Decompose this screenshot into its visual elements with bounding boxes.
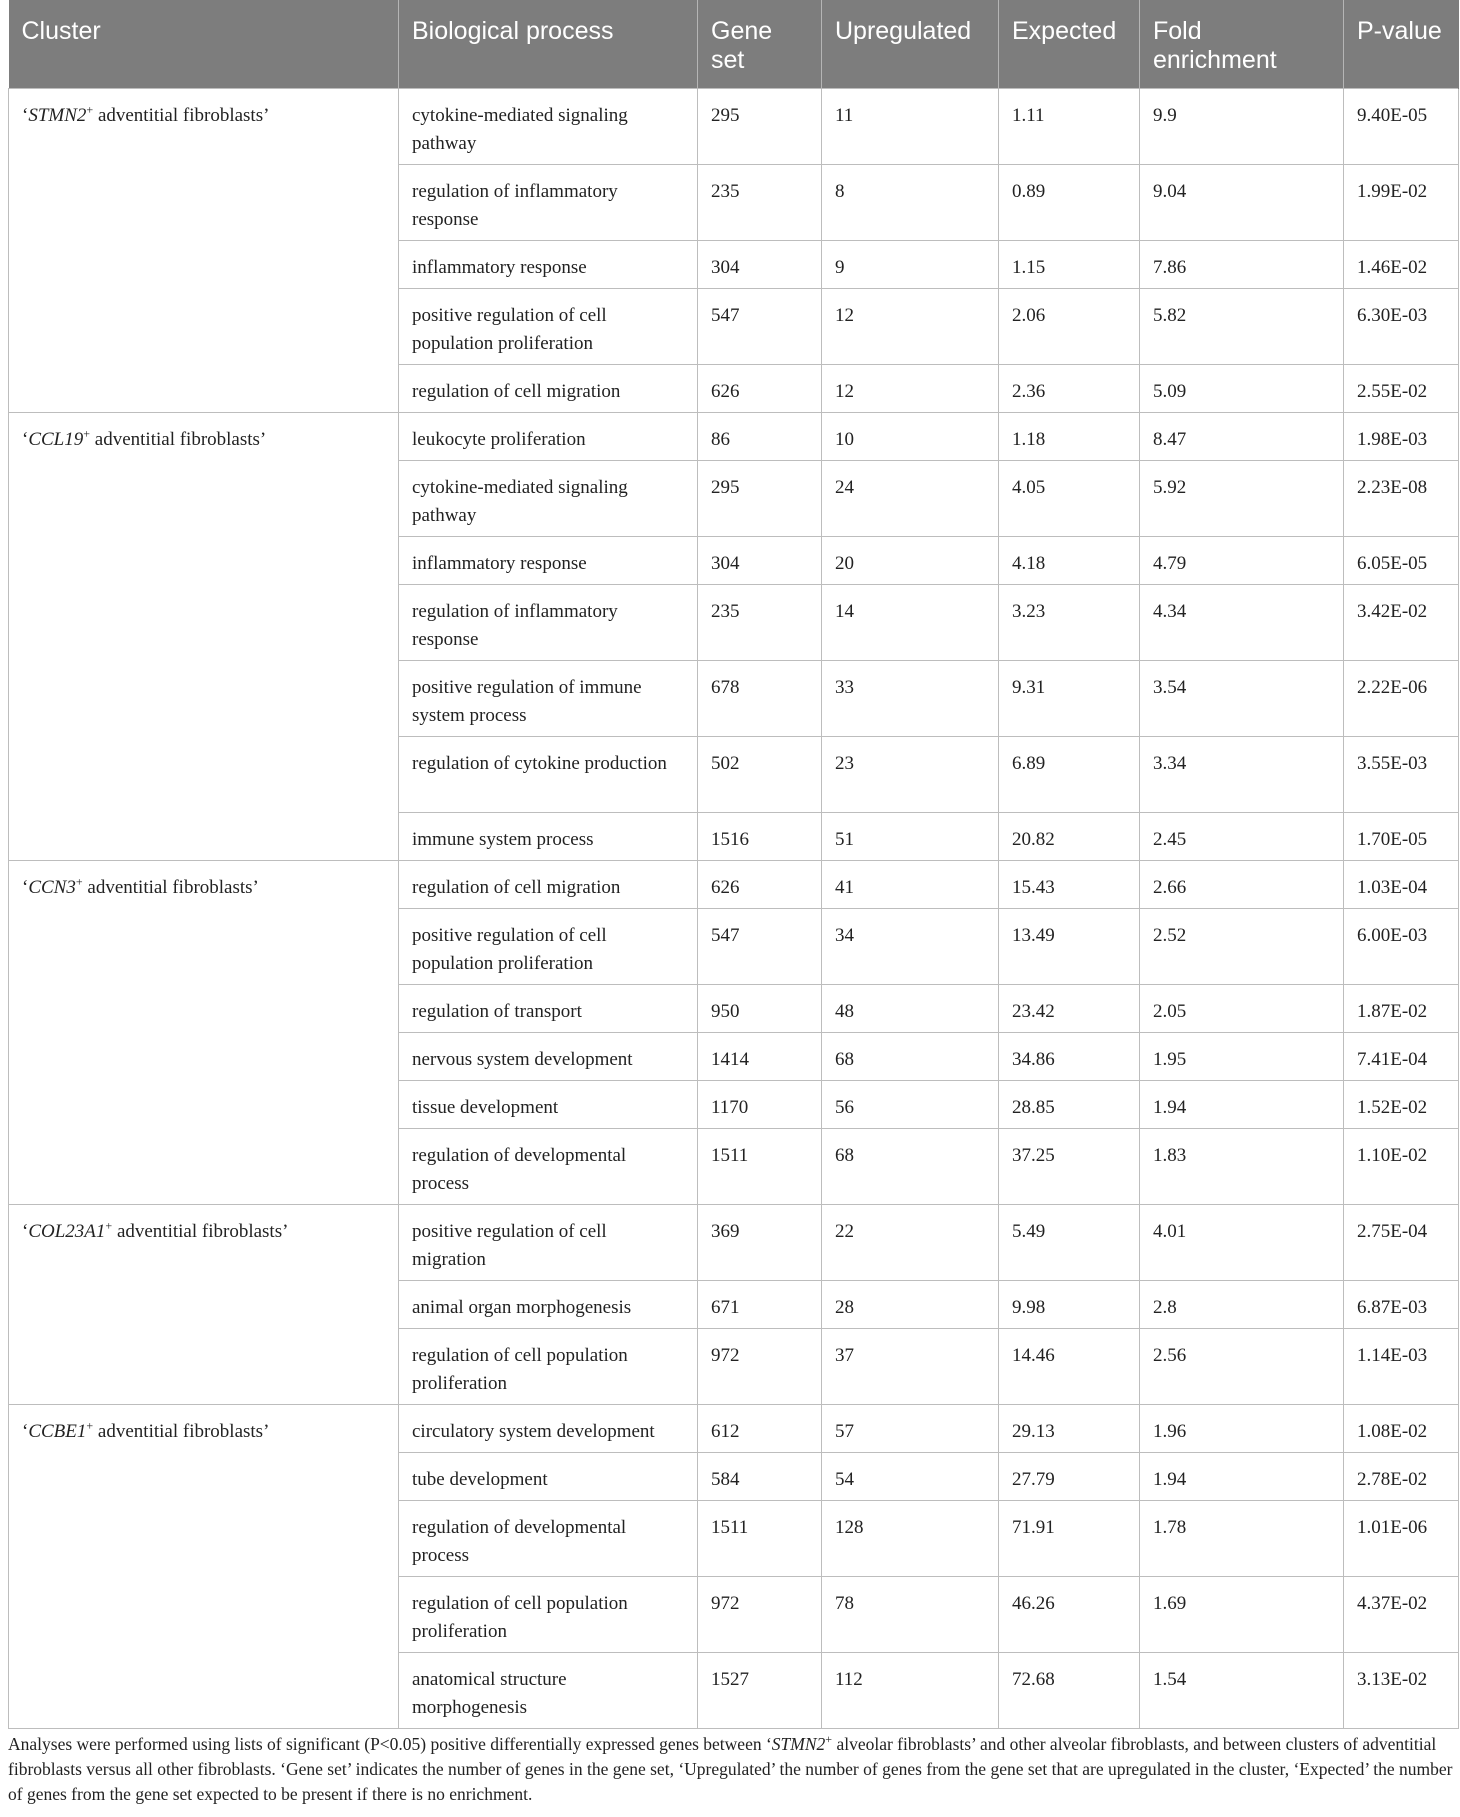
fold-enrichment-cell: 4.01 [1140, 1204, 1344, 1280]
p-value-cell: 2.22E-06 [1344, 660, 1459, 736]
header-p-value: P-value [1344, 0, 1459, 88]
fold-enrichment-cell: 2.56 [1140, 1328, 1344, 1404]
biological-process-cell: cytokine-mediated signaling pathway [399, 88, 698, 164]
upregulated-cell: 20 [822, 536, 999, 584]
biological-process-cell: regulation of developmental process [399, 1128, 698, 1204]
p-value-cell: 6.00E-03 [1344, 908, 1459, 984]
upregulated-cell: 57 [822, 1404, 999, 1452]
biological-process-cell: regulation of cytokine production [399, 736, 698, 812]
cluster-rest: adventitial fibroblasts’ [90, 428, 267, 450]
p-value-cell: 2.23E-08 [1344, 460, 1459, 536]
p-value-cell: 1.87E-02 [1344, 984, 1459, 1032]
biological-process-cell: tube development [399, 1452, 698, 1500]
cluster-rest: adventitial fibroblasts’ [82, 876, 259, 898]
biological-process-cell: regulation of inflammatory response [399, 584, 698, 660]
fold-enrichment-cell: 1.95 [1140, 1032, 1344, 1080]
biological-process-cell: positive regulation of immune system process [399, 660, 698, 736]
gene-set-cell: 1511 [698, 1500, 822, 1576]
gene-set-cell: 950 [698, 984, 822, 1032]
gene-set-cell: 1511 [698, 1128, 822, 1204]
expected-cell: 2.06 [999, 288, 1140, 364]
fold-enrichment-cell: 2.8 [1140, 1280, 1344, 1328]
fold-enrichment-cell: 2.66 [1140, 860, 1344, 908]
header-upregulated: Upregulated [822, 0, 999, 88]
gene-set-cell: 295 [698, 88, 822, 164]
table-row [9, 860, 1459, 908]
cluster-gene: CCN3 [28, 876, 76, 898]
cluster-rest: adventitial fibroblasts’ [112, 1220, 289, 1242]
cluster-gene: COL23A1 [28, 1220, 106, 1242]
fold-enrichment-cell: 1.54 [1140, 1652, 1344, 1728]
p-value-cell: 1.52E-02 [1344, 1080, 1459, 1128]
fold-enrichment-cell: 2.45 [1140, 812, 1344, 860]
header-biological-process: Biological process [399, 0, 698, 88]
p-value-cell: 1.98E-03 [1344, 412, 1459, 460]
cluster-gene: CCBE1 [28, 1420, 87, 1442]
upregulated-cell: 34 [822, 908, 999, 984]
expected-cell: 1.11 [999, 88, 1140, 164]
biological-process-cell: positive regulation of cell population proliferation [399, 908, 698, 984]
upregulated-cell: 8 [822, 164, 999, 240]
cluster-cell [9, 88, 399, 412]
fold-enrichment-cell: 1.96 [1140, 1404, 1344, 1452]
cluster-sup: + [86, 102, 94, 117]
header-cluster: Cluster [9, 0, 399, 88]
upregulated-cell: 56 [822, 1080, 999, 1128]
cluster-open: ‘ [22, 428, 29, 450]
expected-cell: 46.26 [999, 1576, 1140, 1652]
biological-process-cell: tissue development [399, 1080, 698, 1128]
cluster-cell [9, 1204, 399, 1404]
p-value-cell: 3.13E-02 [1344, 1652, 1459, 1728]
table-row [9, 88, 1459, 164]
p-value-cell: 1.99E-02 [1344, 164, 1459, 240]
upregulated-cell: 128 [822, 1500, 999, 1576]
gene-set-cell: 304 [698, 240, 822, 288]
fold-enrichment-cell: 1.78 [1140, 1500, 1344, 1576]
upregulated-cell: 68 [822, 1128, 999, 1204]
biological-process-cell: nervous system development [399, 1032, 698, 1080]
biological-process-cell: positive regulation of cell population proliferation [399, 288, 698, 364]
fold-enrichment-cell: 3.54 [1140, 660, 1344, 736]
cluster-open: ‘ [22, 1220, 29, 1242]
fold-enrichment-cell: 5.92 [1140, 460, 1344, 536]
p-value-cell: 3.42E-02 [1344, 584, 1459, 660]
table-row [9, 1404, 1459, 1452]
gene-set-cell: 86 [698, 412, 822, 460]
upregulated-cell: 41 [822, 860, 999, 908]
biological-process-cell: positive regulation of cell migration [399, 1204, 698, 1280]
p-value-cell: 4.37E-02 [1344, 1576, 1459, 1652]
p-value-cell: 1.03E-04 [1344, 860, 1459, 908]
upregulated-cell: 10 [822, 412, 999, 460]
expected-cell: 20.82 [999, 812, 1140, 860]
gene-set-cell: 612 [698, 1404, 822, 1452]
cluster-gene: STMN2 [28, 104, 87, 126]
expected-cell: 15.43 [999, 860, 1140, 908]
biological-process-cell: regulation of transport [399, 984, 698, 1032]
biological-process-cell: regulation of cell population proliferation [399, 1576, 698, 1652]
upregulated-cell: 23 [822, 736, 999, 812]
cluster-cell [9, 860, 399, 1204]
p-value-cell: 6.05E-05 [1344, 536, 1459, 584]
expected-cell: 5.49 [999, 1204, 1140, 1280]
gene-set-cell: 972 [698, 1328, 822, 1404]
expected-cell: 72.68 [999, 1652, 1140, 1728]
p-value-cell: 1.01E-06 [1344, 1500, 1459, 1576]
p-value-cell: 2.75E-04 [1344, 1204, 1459, 1280]
biological-process-cell: animal organ morphogenesis [399, 1280, 698, 1328]
expected-cell: 2.36 [999, 364, 1140, 412]
cluster-sup: + [105, 1218, 113, 1233]
cluster-rest: adventitial fibroblasts’ [93, 104, 270, 126]
gene-set-cell: 1414 [698, 1032, 822, 1080]
table-footnote [8, 1732, 1458, 1807]
expected-cell: 29.13 [999, 1404, 1140, 1452]
biological-process-cell: circulatory system development [399, 1404, 698, 1452]
table-row [9, 1204, 1459, 1280]
biological-process-cell: cytokine-mediated signaling pathway [399, 460, 698, 536]
p-value-cell: 2.55E-02 [1344, 364, 1459, 412]
cluster-sup: + [75, 874, 83, 889]
biological-process-cell: leukocyte proliferation [399, 412, 698, 460]
fold-enrichment-cell: 9.04 [1140, 164, 1344, 240]
expected-cell: 6.89 [999, 736, 1140, 812]
p-value-cell: 2.78E-02 [1344, 1452, 1459, 1500]
table-row [9, 412, 1459, 460]
fold-enrichment-cell: 1.69 [1140, 1576, 1344, 1652]
fold-enrichment-cell: 7.86 [1140, 240, 1344, 288]
expected-cell: 71.91 [999, 1500, 1140, 1576]
upregulated-cell: 78 [822, 1576, 999, 1652]
upregulated-cell: 33 [822, 660, 999, 736]
footnote-sup: + [825, 1732, 833, 1747]
fold-enrichment-cell: 1.94 [1140, 1080, 1344, 1128]
fold-enrichment-cell: 2.52 [1140, 908, 1344, 984]
p-value-cell: 6.30E-03 [1344, 288, 1459, 364]
cluster-cell [9, 412, 399, 860]
gene-set-cell: 295 [698, 460, 822, 536]
upregulated-cell: 14 [822, 584, 999, 660]
fold-enrichment-cell: 8.47 [1140, 412, 1344, 460]
p-value-cell: 1.08E-02 [1344, 1404, 1459, 1452]
upregulated-cell: 48 [822, 984, 999, 1032]
header-gene-set: Gene set [698, 0, 822, 88]
biological-process-cell: regulation of cell migration [399, 860, 698, 908]
cluster-rest: adventitial fibroblasts’ [93, 1420, 270, 1442]
biological-process-cell: inflammatory response [399, 240, 698, 288]
biological-process-cell: regulation of cell population proliferation [399, 1328, 698, 1404]
upregulated-cell: 54 [822, 1452, 999, 1500]
expected-cell: 23.42 [999, 984, 1140, 1032]
expected-cell: 1.15 [999, 240, 1140, 288]
p-value-cell: 6.87E-03 [1344, 1280, 1459, 1328]
p-value-cell: 1.14E-03 [1344, 1328, 1459, 1404]
expected-cell: 27.79 [999, 1452, 1140, 1500]
header-fold-enrichment: Fold enrichment [1140, 0, 1344, 88]
upregulated-cell: 12 [822, 288, 999, 364]
gene-set-cell: 671 [698, 1280, 822, 1328]
expected-cell: 13.49 [999, 908, 1140, 984]
fold-enrichment-cell: 3.34 [1140, 736, 1344, 812]
biological-process-cell: anatomical structure morphogenesis [399, 1652, 698, 1728]
cluster-gene: CCL19 [28, 428, 84, 450]
gene-set-cell: 1516 [698, 812, 822, 860]
upregulated-cell: 112 [822, 1652, 999, 1728]
gene-set-cell: 678 [698, 660, 822, 736]
cluster-sup: + [86, 1418, 94, 1433]
expected-cell: 1.18 [999, 412, 1140, 460]
p-value-cell: 9.40E-05 [1344, 88, 1459, 164]
expected-cell: 4.05 [999, 460, 1140, 536]
upregulated-cell: 28 [822, 1280, 999, 1328]
gene-set-cell: 235 [698, 164, 822, 240]
upregulated-cell: 51 [822, 812, 999, 860]
footnote-text-2: alveolar fibroblasts’ and other alveolar fibroblasts, and between clusters of adventitial fibroblasts versus all other fibroblasts. ‘Gene set’ indicates the number of genes in the gene set, ‘Upregulated’ the number of genes from the gene set that are upregulated in the cluster, ‘Expected’ the number of genes from the gene set expected to be present if there is no enrichment. [8, 1734, 1453, 1804]
biological-process-cell: regulation of cell migration [399, 364, 698, 412]
fold-enrichment-cell: 1.94 [1140, 1452, 1344, 1500]
biological-process-cell: inflammatory response [399, 536, 698, 584]
fold-enrichment-cell: 5.09 [1140, 364, 1344, 412]
gene-set-cell: 304 [698, 536, 822, 584]
expected-cell: 34.86 [999, 1032, 1140, 1080]
upregulated-cell: 37 [822, 1328, 999, 1404]
gene-set-cell: 1170 [698, 1080, 822, 1128]
upregulated-cell: 22 [822, 1204, 999, 1280]
p-value-cell: 1.70E-05 [1344, 812, 1459, 860]
gene-set-cell: 547 [698, 908, 822, 984]
p-value-cell: 7.41E-04 [1344, 1032, 1459, 1080]
gene-set-cell: 1527 [698, 1652, 822, 1728]
upregulated-cell: 12 [822, 364, 999, 412]
fold-enrichment-cell: 4.79 [1140, 536, 1344, 584]
fold-enrichment-cell: 1.83 [1140, 1128, 1344, 1204]
expected-cell: 4.18 [999, 536, 1140, 584]
table-body [9, 88, 1459, 1728]
cluster-cell [9, 1404, 399, 1728]
expected-cell: 14.46 [999, 1328, 1140, 1404]
enrichment-table [8, 0, 1459, 1729]
expected-cell: 28.85 [999, 1080, 1140, 1128]
upregulated-cell: 68 [822, 1032, 999, 1080]
fold-enrichment-cell: 5.82 [1140, 288, 1344, 364]
gene-set-cell: 235 [698, 584, 822, 660]
cluster-sup: + [83, 426, 91, 441]
expected-cell: 9.98 [999, 1280, 1140, 1328]
p-value-cell: 1.46E-02 [1344, 240, 1459, 288]
expected-cell: 37.25 [999, 1128, 1140, 1204]
table-header-row [9, 0, 1459, 88]
biological-process-cell: regulation of inflammatory response [399, 164, 698, 240]
cluster-open: ‘ [22, 1420, 29, 1442]
expected-cell: 3.23 [999, 584, 1140, 660]
p-value-cell: 1.10E-02 [1344, 1128, 1459, 1204]
gene-set-cell: 502 [698, 736, 822, 812]
upregulated-cell: 24 [822, 460, 999, 536]
fold-enrichment-cell: 2.05 [1140, 984, 1344, 1032]
cluster-open: ‘ [22, 876, 29, 898]
gene-set-cell: 626 [698, 364, 822, 412]
upregulated-cell: 11 [822, 88, 999, 164]
expected-cell: 0.89 [999, 164, 1140, 240]
biological-process-cell: regulation of developmental process [399, 1500, 698, 1576]
expected-cell: 9.31 [999, 660, 1140, 736]
p-value-cell: 3.55E-03 [1344, 736, 1459, 812]
biological-process-cell: immune system process [399, 812, 698, 860]
gene-set-cell: 547 [698, 288, 822, 364]
gene-set-cell: 626 [698, 860, 822, 908]
gene-set-cell: 972 [698, 1576, 822, 1652]
upregulated-cell: 9 [822, 240, 999, 288]
footnote-gene: STMN2 [771, 1734, 826, 1754]
gene-set-cell: 584 [698, 1452, 822, 1500]
cluster-open: ‘ [22, 104, 29, 126]
fold-enrichment-cell: 4.34 [1140, 584, 1344, 660]
header-expected: Expected [999, 0, 1140, 88]
footnote-text-1: Analyses were performed using lists of significant (P<0.05) positive differentially expressed genes between ‘ [8, 1734, 772, 1754]
fold-enrichment-cell: 9.9 [1140, 88, 1344, 164]
gene-set-cell: 369 [698, 1204, 822, 1280]
